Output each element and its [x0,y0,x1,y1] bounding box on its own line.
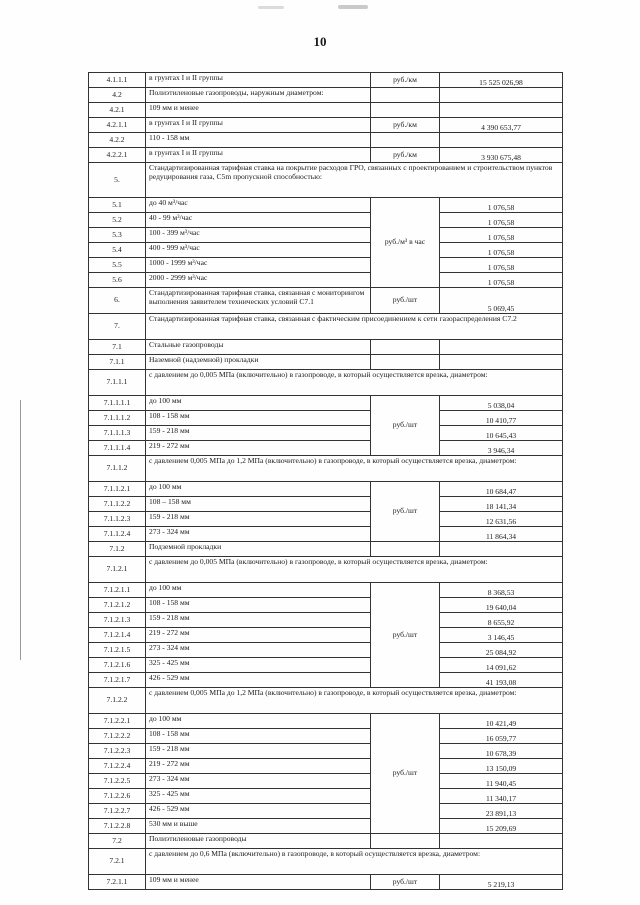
row-description: 426 - 529 мм [146,804,371,819]
row-number: 7.1.2 [89,542,146,557]
row-number: 5.2 [89,213,146,228]
row-description: 2000 - 2999 м³/час [146,273,371,288]
table-row [89,583,563,598]
table-row [89,441,563,456]
table-row [89,258,563,273]
value-cell: 1 076,58 [440,213,563,228]
value-cell: 19 640,04 [440,598,563,613]
value-cell: 11 940,45 [440,774,563,789]
table-row [89,744,563,759]
row-number: 7.1.2.2.5 [89,774,146,789]
unit-cell: руб./км [371,148,440,163]
unit-cell: руб./шт [371,714,440,834]
row-description: в грунтах I и II группы [146,118,371,133]
unit-cell: руб./шт [371,288,440,314]
row-description: 273 - 324 мм [146,527,371,542]
row-description: Стандартизированная тарифная ставка на покрытие расходов ГРО, связанных с проектированием и строительством пунктов редуцирования газа, С5m пропускной способностью: [146,163,563,198]
table-row [89,148,563,163]
row-description: 40 - 99 м³/час [146,213,371,228]
row-number: 7.1.1.2.4 [89,527,146,542]
row-number: 7.1.2.2.6 [89,789,146,804]
row-description: 219 - 272 мм [146,441,371,456]
row-description: Подземной прокладки [146,542,371,557]
unit-cell [371,355,440,370]
table-row [89,849,563,875]
value-cell [440,542,563,557]
unit-cell [371,340,440,355]
value-cell [440,103,563,118]
table-row [89,213,563,228]
row-number: 7.1.1.2.1 [89,482,146,497]
table-row [89,673,563,688]
table-row [89,557,563,583]
table-row [89,542,563,557]
value-cell: 3 946,34 [440,441,563,456]
unit-cell [371,834,440,849]
value-cell: 5 219,13 [440,875,563,890]
table-row [89,512,563,527]
row-description: 1000 - 1999 м³/час [146,258,371,273]
page-number: 10 [313,34,327,49]
value-cell: 11 864,34 [440,527,563,542]
row-number: 7.2 [89,834,146,849]
row-description: Полиэтиленовые газопроводы, наружным диаметром: [146,88,371,103]
table-row [89,613,563,628]
value-cell: 3 930 675,48 [440,148,563,163]
table-row [89,497,563,512]
row-number: 5.1 [89,198,146,213]
row-number: 4.2 [89,88,146,103]
table-row [89,273,563,288]
row-description: с давлением 0,005 МПа до 1,2 МПа (включительно) в газопроводе, в который осуществляется врезка, диаметром: [146,688,563,714]
row-number: 7.1.2.2.4 [89,759,146,774]
row-description: 400 - 999 м³/час [146,243,371,258]
row-number: 7.1.2.2.8 [89,819,146,834]
row-number: 4.2.1.1 [89,118,146,133]
scan-margin-line [20,400,21,660]
unit-cell: руб./км [371,118,440,133]
table-row [89,411,563,426]
scan-smudge [338,5,368,9]
table-row [89,426,563,441]
row-description: Полиэтиленовые газопроводы [146,834,371,849]
table-row [89,688,563,714]
unit-cell: руб./шт [371,396,440,456]
value-cell: 1 076,58 [440,228,563,243]
row-number: 7.1.2.2.2 [89,729,146,744]
table-row [89,819,563,834]
value-cell [440,340,563,355]
table-row [89,198,563,213]
row-description: до 100 мм [146,396,371,411]
table-row [89,103,563,118]
row-number: 7.1.2.2.3 [89,744,146,759]
table-row [89,228,563,243]
row-description: 108 – 158 мм [146,497,371,512]
row-number: 5.6 [89,273,146,288]
row-description: с давлением до 0,005 МПа (включительно) в газопроводе, в который осуществляется врезка, диаметром: [146,370,563,396]
table-row [89,834,563,849]
table-row [89,118,563,133]
row-number: 4.2.1 [89,103,146,118]
row-number: 7.1.1.2.3 [89,512,146,527]
row-description: Наземной (надземной) прокладки [146,355,371,370]
table-row [89,875,563,890]
row-description: 426 - 529 мм [146,673,371,688]
table-row [89,456,563,482]
row-number: 7.1.1 [89,355,146,370]
row-description: в грунтах I и II группы [146,148,371,163]
row-description: 109 мм и менее [146,875,371,890]
table-row [89,355,563,370]
value-cell: 10 410,77 [440,411,563,426]
value-cell: 8 368,53 [440,583,563,598]
row-description: до 100 мм [146,482,371,497]
table-row [89,527,563,542]
value-cell: 10 421,49 [440,714,563,729]
row-number: 5.5 [89,258,146,273]
table-row [89,314,563,340]
unit-cell [371,133,440,148]
table-row [89,243,563,258]
table-row [89,163,563,198]
unit-cell: руб./шт [371,875,440,890]
row-description: 530 мм и выше [146,819,371,834]
row-description: 159 - 218 мм [146,426,371,441]
unit-cell [371,103,440,118]
row-description: 108 - 158 мм [146,411,371,426]
unit-cell [371,542,440,557]
row-number: 7. [89,314,146,340]
row-number: 7.1.1.1.3 [89,426,146,441]
value-cell [440,834,563,849]
value-cell: 1 076,58 [440,243,563,258]
value-cell: 23 891,13 [440,804,563,819]
row-number: 6. [89,288,146,314]
value-cell: 11 340,17 [440,789,563,804]
row-number: 7.1.2.1.3 [89,613,146,628]
unit-cell: руб./шт [371,583,440,688]
value-cell: 41 193,08 [440,673,563,688]
value-cell: 10 678,39 [440,744,563,759]
table-row [89,759,563,774]
table-row [89,370,563,396]
row-number: 7.1.1.1 [89,370,146,396]
row-description: 219 - 272 мм [146,759,371,774]
row-number: 4.2.2 [89,133,146,148]
table-row [89,643,563,658]
value-cell: 16 059,77 [440,729,563,744]
table-row [89,628,563,643]
row-number: 7.2.1 [89,849,146,875]
row-description: 100 - 399 м³/час [146,228,371,243]
value-cell: 13 150,09 [440,759,563,774]
row-number: 5. [89,163,146,198]
row-number: 7.1.2.2.1 [89,714,146,729]
row-number: 7.1.2.1 [89,557,146,583]
value-cell: 10 645,43 [440,426,563,441]
row-description: с давлением до 0,005 МПа (включительно) в газопроводе, в который осуществляется врезка, диаметром: [146,557,563,583]
value-cell: 18 141,34 [440,497,563,512]
row-description: 159 - 218 мм [146,613,371,628]
row-description: 273 - 324 мм [146,643,371,658]
row-number: 7.1.1.1.1 [89,396,146,411]
table-row [89,340,563,355]
table-row [89,73,563,88]
table-row [89,789,563,804]
row-description: 108 - 158 мм [146,598,371,613]
row-number: 7.1.2.1.4 [89,628,146,643]
row-description: 109 мм и менее [146,103,371,118]
value-cell: 5 069,45 [440,288,563,314]
row-number: 7.1.2.1.2 [89,598,146,613]
row-description: до 100 мм [146,583,371,598]
value-cell: 10 684,47 [440,482,563,497]
row-description: 159 - 218 мм [146,744,371,759]
row-description: в грунтах I и II группы [146,73,371,88]
value-cell: 1 076,58 [440,258,563,273]
row-description: 219 - 272 мм [146,628,371,643]
row-number: 7.1.2.2.7 [89,804,146,819]
scan-smudge [258,6,284,9]
tariff-table [88,72,563,890]
row-description: с давлением 0,005 МПа до 1,2 МПа (включительно) в газопроводе, в который осуществляется врезка, диаметром: [146,456,563,482]
value-cell: 5 038,04 [440,396,563,411]
row-number: 7.1 [89,340,146,355]
value-cell: 25 084,92 [440,643,563,658]
row-number: 7.1.2.2 [89,688,146,714]
row-number: 4.2.2.1 [89,148,146,163]
value-cell: 14 091,62 [440,658,563,673]
row-number: 7.1.1.2.2 [89,497,146,512]
table-row [89,88,563,103]
value-cell [440,88,563,103]
row-description: 159 - 218 мм [146,512,371,527]
row-description: Стандартизированная тарифная ставка, связанная с мониторингом выполнения заявителем технических условий С7.1 [146,288,371,314]
table-row [89,396,563,411]
row-number: 7.1.2.1.6 [89,658,146,673]
table-row [89,288,563,314]
table-row [89,658,563,673]
row-description: 108 - 158 мм [146,729,371,744]
value-cell: 4 390 653,77 [440,118,563,133]
row-number: 7.1.2.1.1 [89,583,146,598]
unit-cell: руб./км [371,73,440,88]
table-row [89,804,563,819]
row-number: 7.1.1.2 [89,456,146,482]
value-cell: 1 076,58 [440,198,563,213]
value-cell: 1 076,58 [440,273,563,288]
unit-cell: руб./м³ в час [371,198,440,288]
row-description: с давлением до 0,6 МПа (включительно) в газопроводе, в который осуществляется врезка, диаметром: [146,849,563,875]
unit-cell [371,88,440,103]
table-row [89,714,563,729]
table-row [89,133,563,148]
row-description: 325 - 425 мм [146,658,371,673]
row-number: 7.1.2.1.7 [89,673,146,688]
row-number: 7.2.1.1 [89,875,146,890]
row-number: 7.1.2.1.5 [89,643,146,658]
row-number: 5.3 [89,228,146,243]
row-description: до 40 м³/час [146,198,371,213]
row-description: 110 - 158 мм [146,133,371,148]
row-number: 7.1.1.1.2 [89,411,146,426]
row-number: 7.1.1.1.4 [89,441,146,456]
value-cell [440,355,563,370]
row-description: Стальные газопроводы [146,340,371,355]
value-cell: 3 146,45 [440,628,563,643]
table-row [89,774,563,789]
table-row [89,598,563,613]
table-row [89,729,563,744]
row-description: Стандартизированная тарифная ставка, связанная с фактическим присоединением к сети газораспределения С7.2 [146,314,563,340]
row-number: 5.4 [89,243,146,258]
row-description: 273 - 324 мм [146,774,371,789]
table-row [89,482,563,497]
value-cell [440,133,563,148]
row-number: 4.1.1.1 [89,73,146,88]
value-cell: 12 631,56 [440,512,563,527]
row-description: 325 - 425 мм [146,789,371,804]
unit-cell: руб./шт [371,482,440,542]
value-cell: 15 209,69 [440,819,563,834]
value-cell: 8 655,92 [440,613,563,628]
value-cell: 15 525 026,98 [440,73,563,88]
row-description: до 100 мм [146,714,371,729]
